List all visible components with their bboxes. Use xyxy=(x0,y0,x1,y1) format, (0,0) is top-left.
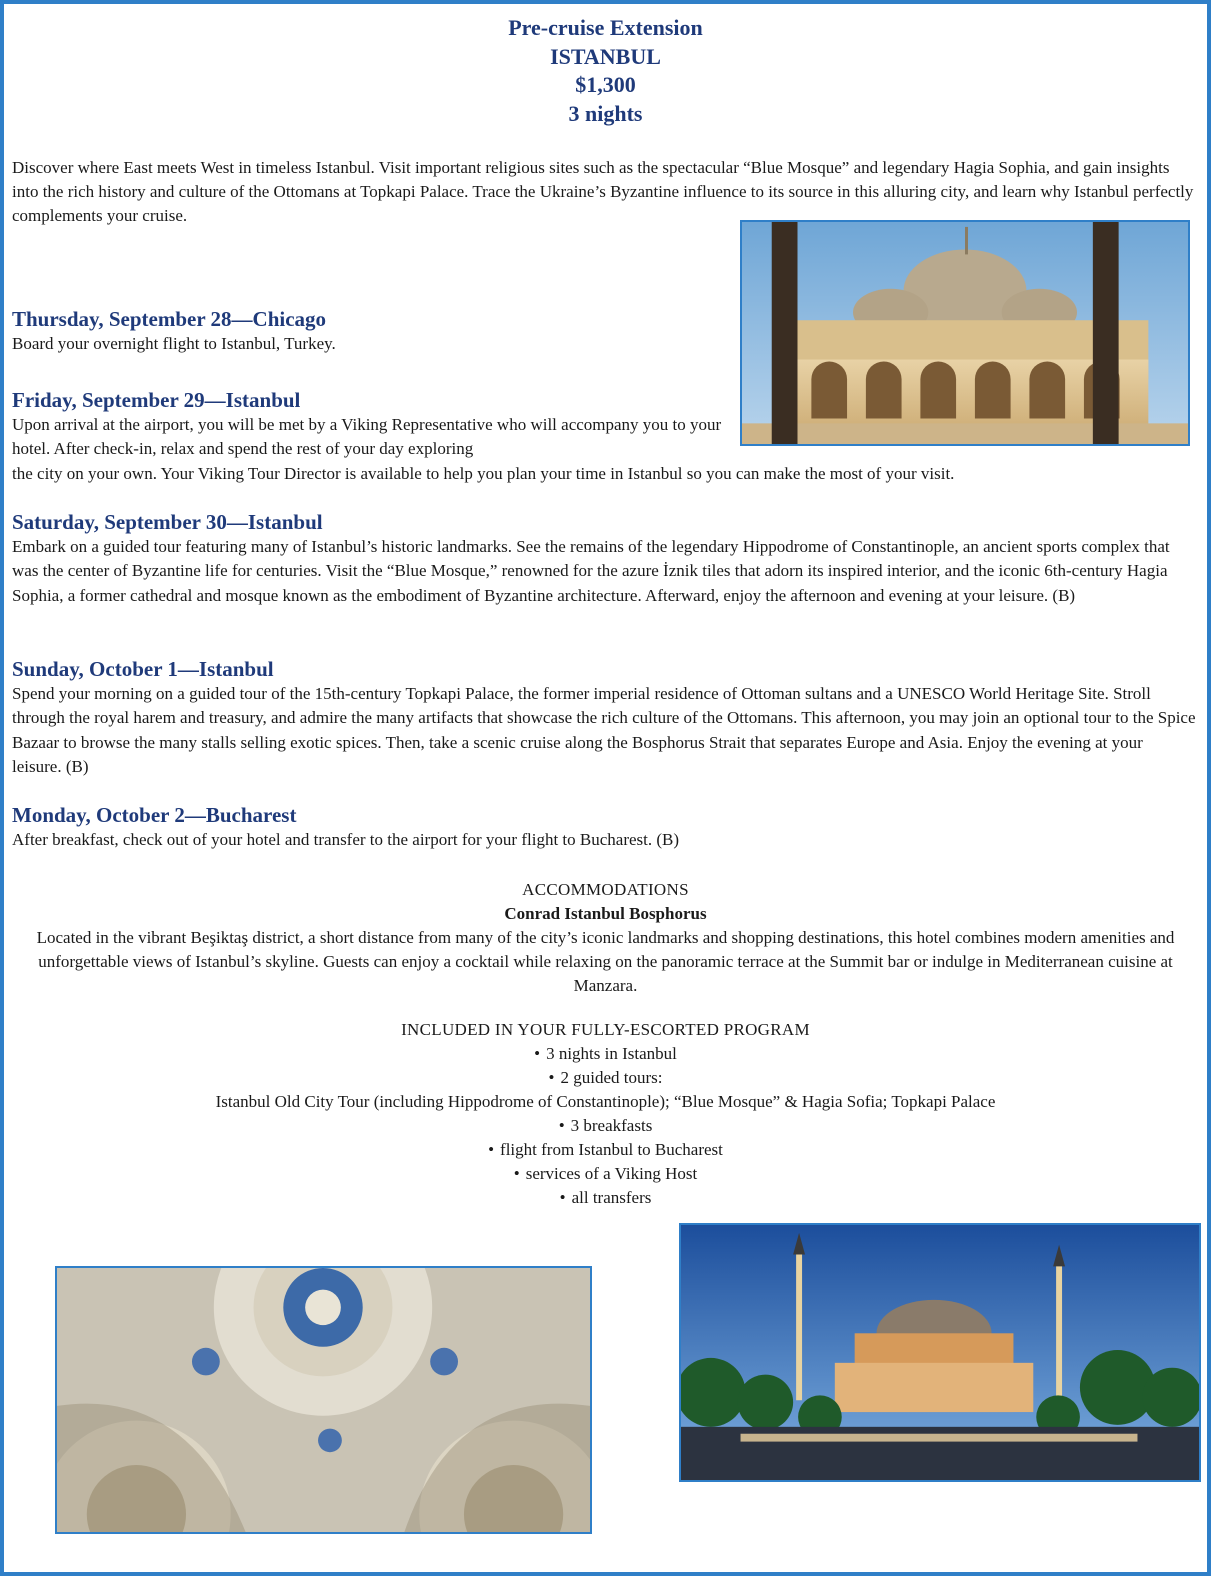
day-text xyxy=(12,413,1196,486)
hotel-description: Located in the vibrant Beşiktaş district, a short distance from many of the city’s iconic landmarks and shopping destinations, this hotel combines modern amenities and unforgettable views of Istanbul’s skyline. Guests can enjoy a cocktail while relaxing on the panoramic terrace at the Summit bar or indulge in Mediterranean cuisine at Manzara. xyxy=(36,928,1175,995)
nights: 3 nights xyxy=(568,100,643,126)
day-text-wrapped: Upon arrival at the airport, you will be met by a Viking Representative who will accompany you to your hotel. After check-in, relax and spend the rest of your day exploring xyxy=(12,415,722,459)
hotel-name: Conrad Istanbul Bosphorus xyxy=(504,904,707,923)
day-heading: Thursday, September 28—Chicago xyxy=(12,307,327,331)
included-heading: INCLUDED IN YOUR FULLY-ESCORTED PROGRAM xyxy=(401,1020,810,1039)
bullet-icon: • xyxy=(534,1044,541,1063)
day-text: Embark on a guided tour featuring many of Istanbul’s historic landmarks. See the remains of the legendary Hippodrome of Constantinople, an ancient sports complex that was the center of Byzantine life for centuries. Visit the “Blue Mosque,” renowned for the azure İznik tiles that adorn its inspired interior, and the iconic 6th-century Hagia Sophia, a former cathedral and mosque known as the embodiment of Byzantine architecture. Afterward, enjoy the afternoon and evening at your leisure. (B) xyxy=(12,537,1170,605)
list-item: • 2 guided tours: xyxy=(548,1068,663,1087)
day-thursday xyxy=(12,306,1196,356)
title-block xyxy=(4,14,1207,128)
day-saturday xyxy=(12,509,1196,608)
accommodations-section xyxy=(12,878,1199,998)
day-text: After breakfast, check out of your hotel and transfer to the airport for your flight to Bucharest. (B) xyxy=(12,830,680,849)
day-monday xyxy=(12,802,1196,852)
day-sunday xyxy=(12,656,1196,779)
day-heading: Saturday, September 30—Istanbul xyxy=(12,510,323,534)
list-item: • 3 breakfasts xyxy=(558,1116,653,1135)
extension-label: Pre-cruise Extension xyxy=(508,15,703,40)
bullet-icon: • xyxy=(559,1188,566,1207)
bullet-icon: • xyxy=(558,1116,565,1135)
blue-mosque-interior-photo xyxy=(55,1266,592,1534)
list-item: • 3 nights in Istanbul xyxy=(534,1044,677,1063)
day-text: Spend your morning on a guided tour of the 15th-century Topkapi Palace, the former imperial residence of Ottoman sultans and a UNESCO World Heritage Site. Stroll through the royal harem and treasury, and admire the many artifacts that showcase the rich culture of the Ottomans. This afternoon, you may join an optional tour to the Spice Bazaar to browse the many stalls selling exotic spices. Then, take a scenic cruise along the Bosphorus Strait that separates Europe and Asia. Enjoy the evening at your leisure. (B) xyxy=(12,684,1196,776)
bullet-icon: • xyxy=(513,1164,520,1183)
bullet-icon: • xyxy=(548,1068,555,1087)
day-friday xyxy=(12,387,1196,486)
bullet-icon: • xyxy=(488,1140,495,1159)
list-item: Istanbul Old City Tour (including Hippodrome of Constantinople); “Blue Mosque” & Hagia Sofia; Topkapi Palace xyxy=(215,1092,996,1111)
price: $1,300 xyxy=(575,72,636,97)
day-heading: Monday, October 2—Bucharest xyxy=(12,803,297,827)
included-list xyxy=(12,1042,1199,1210)
city-title: ISTANBUL xyxy=(550,43,661,69)
accommodations-heading: ACCOMMODATIONS xyxy=(522,880,689,899)
intro-paragraph: Discover where East meets West in timeless Istanbul. Visit important religious sites such as the spectacular “Blue Mosque” and legendary Hagia Sophia, and gain insights into the rich history and culture of the Ottomans at Topkapi Palace. Trace the Ukraine’s Byzantine influence to its source in this alluring city, and learn why Istanbul perfectly complements your cruise. xyxy=(12,158,1194,225)
list-item: • flight from Istanbul to Bucharest xyxy=(488,1140,723,1159)
included-section xyxy=(12,1018,1199,1210)
day-heading: Friday, September 29—Istanbul xyxy=(12,388,301,412)
day-text-continued: the city on your own. Your Viking Tour Director is available to help you plan your time in Istanbul so you can make the most of your visit. xyxy=(12,463,955,483)
day-text: Board your overnight flight to Istanbul, Turkey. xyxy=(12,334,336,353)
day-heading: Sunday, October 1—Istanbul xyxy=(12,657,274,681)
hagia-sophia-photo xyxy=(679,1223,1201,1482)
list-item: • services of a Viking Host xyxy=(513,1164,698,1183)
list-item: • all transfers xyxy=(559,1188,652,1207)
